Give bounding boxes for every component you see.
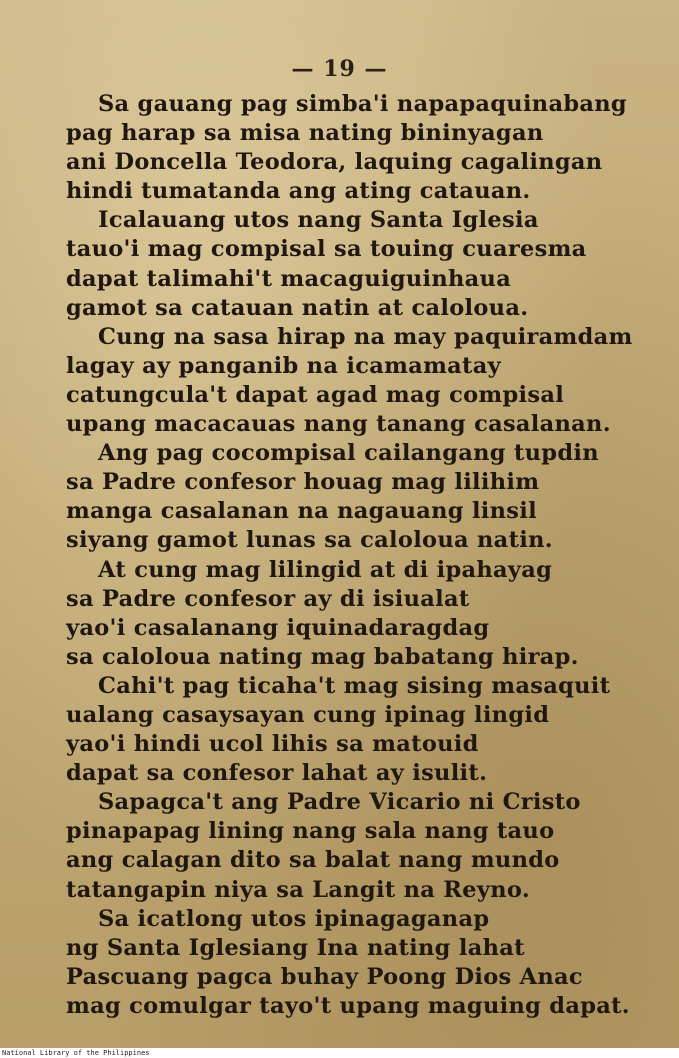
poem-line: Sa icatlong utos ipinagaganap	[98, 905, 490, 932]
poem-line: lagay ay panganib na icamamatay	[66, 352, 501, 379]
library-credit: National Library of the Philippines	[2, 1049, 150, 1057]
poem-line: Cung na sasa hirap na may paquiramdam	[98, 323, 633, 350]
poem-line: Sapagca't ang Padre Vicario ni Cristo	[98, 789, 581, 816]
poem-line: At cung mag lilingid at di ipahayag	[98, 556, 553, 583]
poem-line: sa Padre confesor ay di isiualat	[66, 585, 470, 612]
poem-line: ualang casaysayan cung ipinag lingid	[66, 701, 550, 728]
poem-line: tauo'i mag compisal sa touing cuaresma	[66, 236, 587, 263]
poem-line: Icalauang utos nang Santa Iglesia	[98, 207, 539, 234]
poem-text	[66, 90, 666, 1021]
poem-line: yao'i hindi ucol lihis sa matouid	[66, 731, 479, 758]
poem-line: tatangapin niya sa Langit na Reyno.	[66, 876, 530, 903]
poem-line: yao'i casalanang iquinadaragdag	[66, 614, 490, 641]
poem-line: sa caloloua nating mag babatang hirap.	[66, 643, 579, 670]
poem-line: siyang gamot lunas sa caloloua natin.	[66, 527, 553, 554]
poem-line: pinapapag lining nang sala nang tauo	[66, 818, 555, 845]
poem-line: Sa gauang pag simba'i napapaquinabang	[98, 91, 627, 117]
poem-line: hindi tumatanda ang ating catauan.	[66, 178, 531, 205]
poem-line: upang macacauas nang tanang casalanan.	[66, 411, 611, 438]
poem-line: sa Padre confesor houag mag lilihim	[66, 469, 540, 496]
poem-line: mag comulgar tayo't upang maguing dapat.	[66, 992, 630, 1019]
poem-line: dapat sa confesor lahat ay isulit.	[66, 760, 488, 787]
poem-line: ani Doncella Teodora, laquing cagalingan	[66, 149, 603, 176]
poem-line: Ang pag cocompisal cailangang tupdin	[98, 440, 599, 467]
poem-line: Pascuang pagca buhay Poong Dios Anac	[66, 963, 583, 990]
poem-line: gamot sa catauan natin at caloloua.	[66, 294, 529, 321]
poem-line: Cahi't pag ticaha't mag sising masaquit	[98, 672, 611, 699]
poem-line: ang calagan dito sa balat nang mundo	[66, 847, 560, 874]
page-number: — 19 —	[291, 56, 388, 82]
poem-line: dapat talimahi't macaguiguinhaua	[66, 265, 512, 292]
poem-line: ng Santa Iglesiang Ina nating lahat	[66, 934, 525, 961]
poem-line: catungcula't dapat agad mag compisal	[66, 381, 565, 408]
poem-line: pag harap sa misa nating bininyagan	[66, 120, 544, 147]
poem-line: manga casalanan na nagauang linsil	[66, 498, 537, 525]
